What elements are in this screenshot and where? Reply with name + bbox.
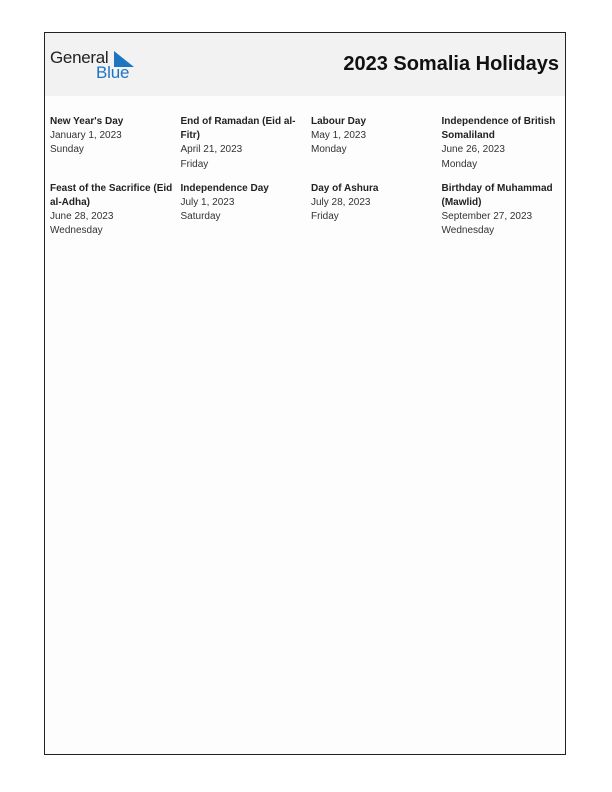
holiday-name: Independence of British Somaliland (441, 116, 556, 142)
holiday-grid (50, 115, 564, 239)
holiday-entry (442, 182, 564, 239)
holiday-weekday: Wednesday (50, 225, 103, 237)
holiday-weekday: Friday (311, 211, 339, 223)
holiday-date: January 1, 2023 (50, 130, 122, 142)
holiday-weekday: Sunday (50, 144, 84, 156)
logo-general-text: General (50, 48, 109, 67)
holiday-weekday: Monday (311, 144, 347, 156)
holiday-entry (442, 115, 564, 172)
holiday-date: June 26, 2023 (441, 144, 505, 156)
holiday-date: June 28, 2023 (50, 211, 114, 223)
holiday-entry (181, 115, 312, 172)
holiday-weekday: Saturday (180, 211, 221, 223)
holiday-weekday: Monday (441, 158, 478, 170)
header-band (45, 33, 565, 96)
page-frame (44, 32, 566, 755)
holiday-date: April 21, 2023 (180, 144, 243, 156)
holiday-name: Birthday of Muhammad (Mawlid) (441, 182, 553, 209)
holiday-weekday: Friday (180, 158, 209, 170)
generalblue-logo (50, 48, 170, 84)
page-title: 2023 Somalia Holidays (343, 53, 559, 75)
holiday-name: Feast of the Sacrifice (Eid al-Adha) (50, 182, 173, 209)
holiday-name: Independence Day (180, 182, 269, 194)
holiday-name: Day of Ashura (311, 182, 379, 194)
holiday-entry (311, 182, 442, 239)
holiday-date: July 1, 2023 (180, 197, 235, 209)
holiday-entry (50, 182, 181, 239)
logo-blue-text: Blue (96, 63, 130, 82)
holiday-entry (181, 182, 312, 239)
holiday-date: September 27, 2023 (441, 211, 533, 223)
holiday-date: July 28, 2023 (311, 197, 371, 209)
holiday-entry (50, 115, 181, 172)
holiday-name: Labour Day (311, 116, 367, 127)
holiday-name: New Year's Day (50, 116, 124, 127)
holiday-date: May 1, 2023 (311, 130, 367, 142)
holiday-name: End of Ramadan (Eid al-Fitr) (180, 116, 296, 142)
holiday-weekday: Wednesday (441, 225, 495, 237)
holiday-entry (311, 115, 442, 172)
